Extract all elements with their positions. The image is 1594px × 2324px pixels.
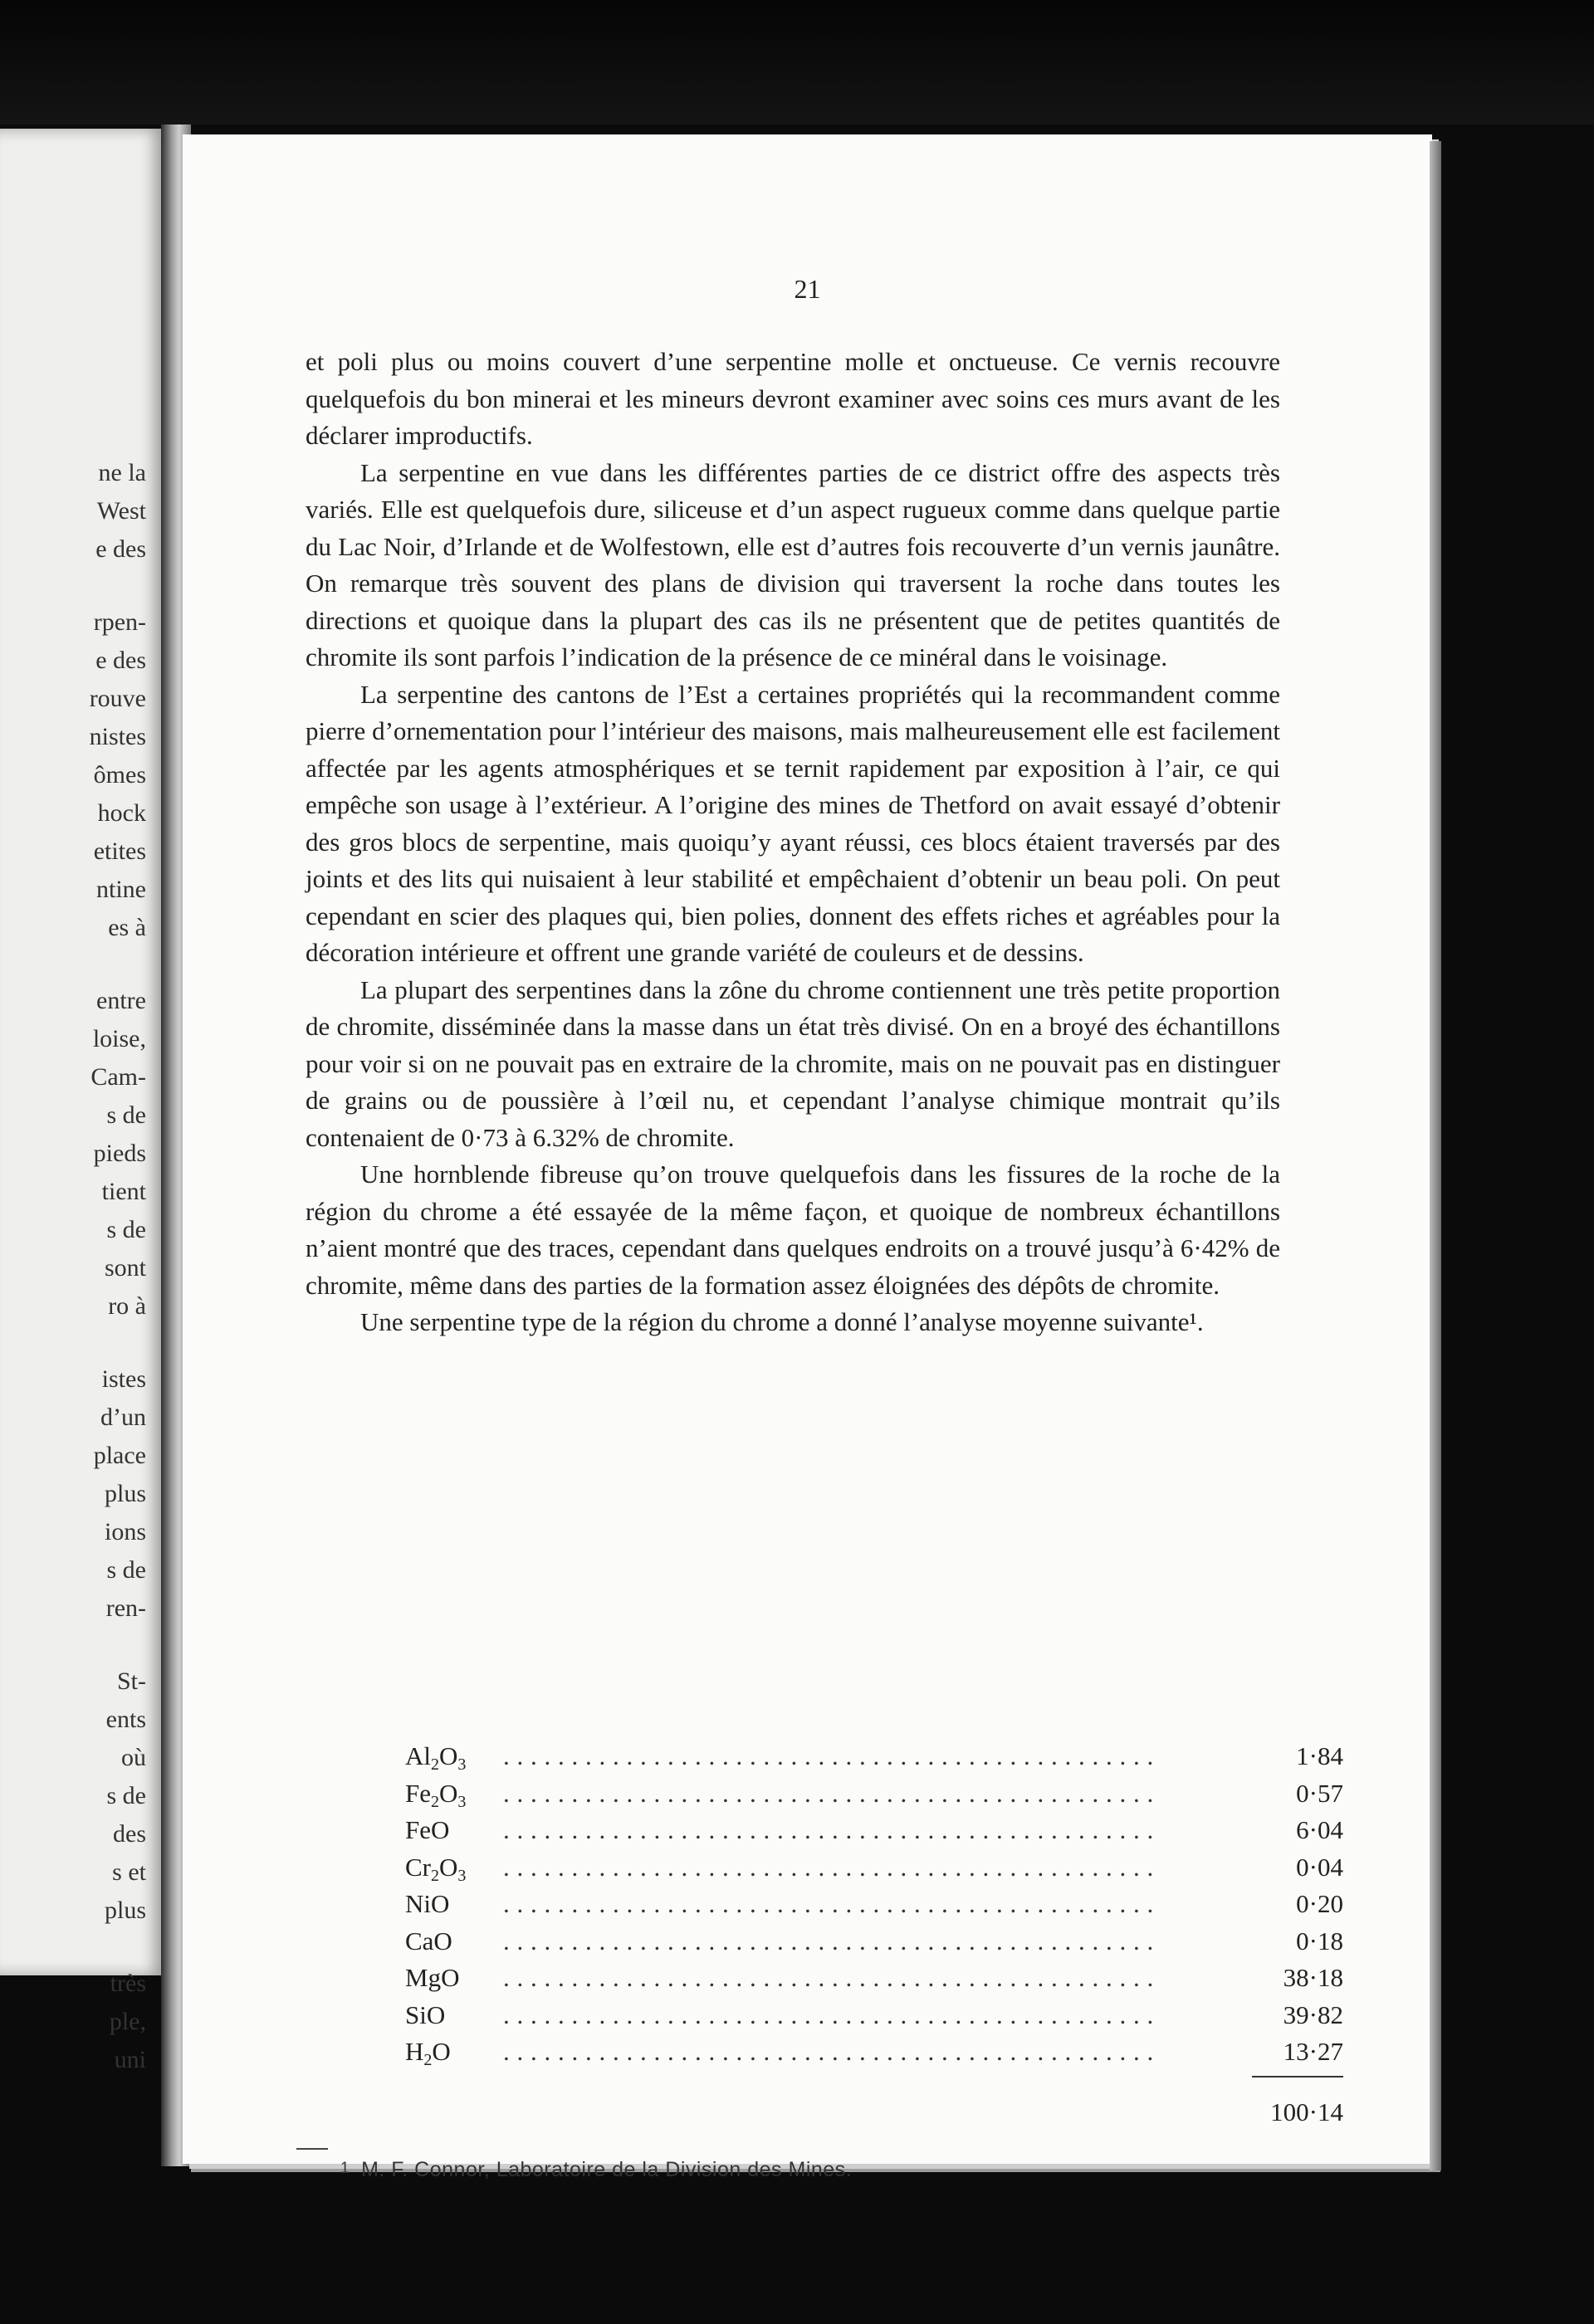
component-value: 39·82 <box>1283 1999 1343 2029</box>
page-edge <box>1430 141 1441 2170</box>
component-formula <box>405 2034 451 2079</box>
left-page-fragment: s de <box>106 1216 146 1243</box>
left-page-fragment: où <box>121 1744 146 1771</box>
left-page-fragment: ple, <box>109 2008 146 2035</box>
left-page-fragment: ren- <box>105 1594 146 1622</box>
body-text <box>306 344 1280 1341</box>
left-page-fragment: etites <box>93 837 146 865</box>
paragraph: La serpentine des cantons de l’Est a certaines propriétés qui la recommandent comme pierre d’ornementation pour l’intérieur des maisons, mais malheureusement elle est facilement affectée par les agents atmosphériques et se ternit rapidement par exposition à l’air, ce qui empêche son usage à l’extérieur. A l’origine des mines de Thetford on avait essayé d’obtenir des gros blocs de serpentine, mais quoiqu’y ayant réussi, ces blocs étaient traversés par des joints et des lits qui nuisaient à leur stabilité et empêchaient d’obtenir un beau poli. On peut cependant en scier des plaques qui, bien polies, donnent des effets riches et agréables pour la décoration intérieure et offrent une grande variété de couleurs et de dessins. <box>306 679 1280 967</box>
left-page-fragment: s de <box>106 1556 146 1584</box>
scan-background <box>0 0 1594 124</box>
analysis-row <box>405 1849 1343 1887</box>
component-value: 0·20 <box>1296 1889 1343 1918</box>
component-value: 1·84 <box>1296 1741 1343 1770</box>
analysis-total-row <box>405 2076 1343 2126</box>
footnote <box>340 2158 852 2182</box>
dot-leader: . . . . . . . . . . . . . . . . . . . . . . . . . . . . . . . . . . . . . . . . . . . . . . . . <box>503 1778 1154 1808</box>
formula-subscript: 2 <box>431 1755 439 1774</box>
analysis-table <box>405 1738 1343 2126</box>
analysis-total: 100·14 <box>1270 2097 1343 2126</box>
left-page-fragment: s de <box>106 1782 146 1809</box>
component-formula <box>405 1886 449 1923</box>
footnote-mark: 1 <box>340 2160 350 2177</box>
paragraph: Une hornblende fibreuse qu’on trouve quelquefois dans les fissures de la roche de la région du chrome a été essayée de la même façon, et quoique de nombreux échantillons n’aient montré que des traces, cependant dans quelques endroits on a trouvé jusqu’à 6·42% de chromite, même dans des parties de la formation assez éloignées des dépôts de chromite. <box>306 1160 1280 1300</box>
dot-leader: . . . . . . . . . . . . . . . . . . . . . . . . . . . . . . . . . . . . . . . . . . . . . . . . <box>503 1889 1154 1918</box>
component-formula <box>405 1812 449 1849</box>
analysis-row <box>405 1812 1343 1849</box>
left-page-fragment: sont <box>104 1254 146 1282</box>
formula-part: MgO <box>405 1963 460 1992</box>
paragraph: La serpentine en vue dans les différentes parties de ce district offre des aspects très variés. Elle est quelquefois dure, siliceuse et d’un aspect rugueux comme dans quelque partie du Lac Noir, d’Irlande et de Wolfestown, elle est d’autres fois recouverte d’un vernis jaunâtre. On remarque très souvent des plans de division qui traversent la roche dans toutes les directions et quoique dans la plupart des cas ils ne présentent que de petites quantités de chromite ils sont parfois l’indication de la présence de ce minéral dans le voisinage. <box>306 457 1280 671</box>
component-formula <box>405 1923 452 1960</box>
formula-subscript: 3 <box>457 1866 467 1885</box>
left-page-fragment: es à <box>108 914 146 941</box>
left-page-fragment: West <box>96 497 146 525</box>
analysis-row <box>405 1775 1343 1813</box>
formula-subscript: 2 <box>423 2051 433 2069</box>
left-page-fragment: plus <box>104 1897 146 1924</box>
left-page-fragment: ntine <box>96 876 146 903</box>
left-page-fragment: s et <box>112 1858 146 1886</box>
footnote-text: M. F. Connor, Laboratoire de la Division des Mines. <box>361 2158 853 2181</box>
formula-subscript: 3 <box>457 1792 467 1811</box>
left-page-fragment: pieds <box>93 1140 146 1167</box>
formula-part: CaO <box>405 1926 452 1955</box>
formula-part: FeO <box>405 1815 450 1844</box>
left-page-fragment: loise, <box>92 1025 146 1052</box>
component-value: 6·04 <box>1296 1815 1343 1844</box>
dot-leader: . . . . . . . . . . . . . . . . . . . . . . . . . . . . . . . . . . . . . . . . . . . . . . . . <box>503 2037 1154 2066</box>
analysis-row <box>405 1997 1343 2034</box>
component-value: 0·04 <box>1296 1852 1343 1882</box>
component-value: 0·18 <box>1296 1926 1343 1955</box>
left-page-fragment: hock <box>97 799 146 827</box>
formula-part: Fe <box>405 1778 431 1808</box>
component-formula <box>405 1960 459 1997</box>
left-page-fragment: plus <box>104 1480 146 1507</box>
left-page-fragment: ne la <box>98 459 146 486</box>
left-page-fragment: entre <box>96 987 146 1014</box>
analysis-row <box>405 1738 1343 1775</box>
paragraph: Une serpentine type de la région du chrome a donné l’analyse moyenne suivante¹. <box>360 1307 1204 1336</box>
left-page-fragment: ents <box>105 1706 146 1733</box>
total-rule <box>1252 2076 1343 2077</box>
document-page <box>183 134 1432 2181</box>
left-page-fragment: des <box>113 1820 146 1848</box>
formula-part: O <box>439 1741 458 1770</box>
left-page-fragment: d’un <box>100 1404 146 1431</box>
dot-leader: . . . . . . . . . . . . . . . . . . . . . . . . . . . . . . . . . . . . . . . . . . . . . . . . <box>503 1741 1154 1770</box>
formula-part: NiO <box>405 1889 450 1918</box>
analysis-row <box>405 2034 1343 2071</box>
left-page-fragment: e des <box>95 647 146 674</box>
left-page-fragment: ômes <box>93 761 146 788</box>
paragraph: La plupart des serpentines dans la zône du chrome contiennent une très petite proportion de chromite, disséminée dans la masse dans un état très divisé. On en a broyé des échantillons pour voir si on ne pouvait pas en extraire de la chromite, mais on ne pouvait pas en distinguer de grains ou de poussière à l’œil nu, et cependant l’analyse chimique montrait qu’ils contenaient de 0·73 à 6.32% de chromite. <box>306 974 1280 1152</box>
formula-part: O <box>432 2037 451 2066</box>
left-page-fragment: tient <box>101 1178 146 1205</box>
left-page-fragment: ions <box>104 1518 146 1545</box>
analysis-row <box>405 1923 1343 1960</box>
dot-leader: . . . . . . . . . . . . . . . . . . . . . . . . . . . . . . . . . . . . . . . . . . . . . . . . <box>503 1999 1154 2029</box>
formula-part: H <box>405 2037 424 2066</box>
left-page-fragment: place <box>93 1442 146 1469</box>
left-page-fragment: istes <box>101 1365 146 1393</box>
dot-leader: . . . . . . . . . . . . . . . . . . . . . . . . . . . . . . . . . . . . . . . . . . . . . . . . <box>503 1926 1154 1955</box>
dot-leader: . . . . . . . . . . . . . . . . . . . . . . . . . . . . . . . . . . . . . . . . . . . . . . . . <box>503 1852 1154 1882</box>
left-page-fragment: nistes <box>89 723 146 750</box>
component-formula <box>405 1997 445 2034</box>
left-page-fragment: St- <box>116 1667 146 1695</box>
paragraph: et poli plus ou moins couvert d’une serpentine molle et onctueuse. Ce vernis recouvre quelquefois du bon minerai et les mineurs devront examiner avec soins ces murs avant de les déclarer improductifs. <box>306 347 1280 450</box>
left-page-fragment: s de <box>106 1101 146 1129</box>
formula-part: O <box>439 1778 458 1808</box>
left-page-fragment: rpen- <box>93 608 146 636</box>
left-page-fragment: très <box>110 1970 146 1997</box>
formula-subscript: 2 <box>431 1866 439 1885</box>
left-page-fragment: ro à <box>108 1292 146 1320</box>
formula-part: Cr <box>405 1852 431 1882</box>
component-value: 38·18 <box>1283 1963 1343 1992</box>
dot-leader: . . . . . . . . . . . . . . . . . . . . . . . . . . . . . . . . . . . . . . . . . . . . . . . . <box>503 1963 1154 1992</box>
left-facing-page <box>0 129 171 2073</box>
left-page-fragment: Cam- <box>90 1063 146 1091</box>
left-page-fragment: rouve <box>89 685 146 712</box>
left-page-fragment: uni <box>114 2046 146 2073</box>
component-value: 0·57 <box>1296 1778 1343 1808</box>
formula-subscript: 3 <box>457 1755 467 1774</box>
formula-part: Al <box>405 1741 431 1770</box>
analysis-row <box>405 1960 1343 1997</box>
component-value: 13·27 <box>1283 2037 1343 2066</box>
footnote-rule <box>296 2148 328 2150</box>
dot-leader: . . . . . . . . . . . . . . . . . . . . . . . . . . . . . . . . . . . . . . . . . . . . . . . . <box>503 1815 1154 1844</box>
page-number: 21 <box>794 274 821 304</box>
left-page-fragment: e des <box>95 535 146 563</box>
analysis-row <box>405 1886 1343 1923</box>
formula-subscript: 2 <box>431 1792 439 1811</box>
formula-part: O <box>439 1852 458 1882</box>
formula-part: SiO <box>405 1999 446 2029</box>
